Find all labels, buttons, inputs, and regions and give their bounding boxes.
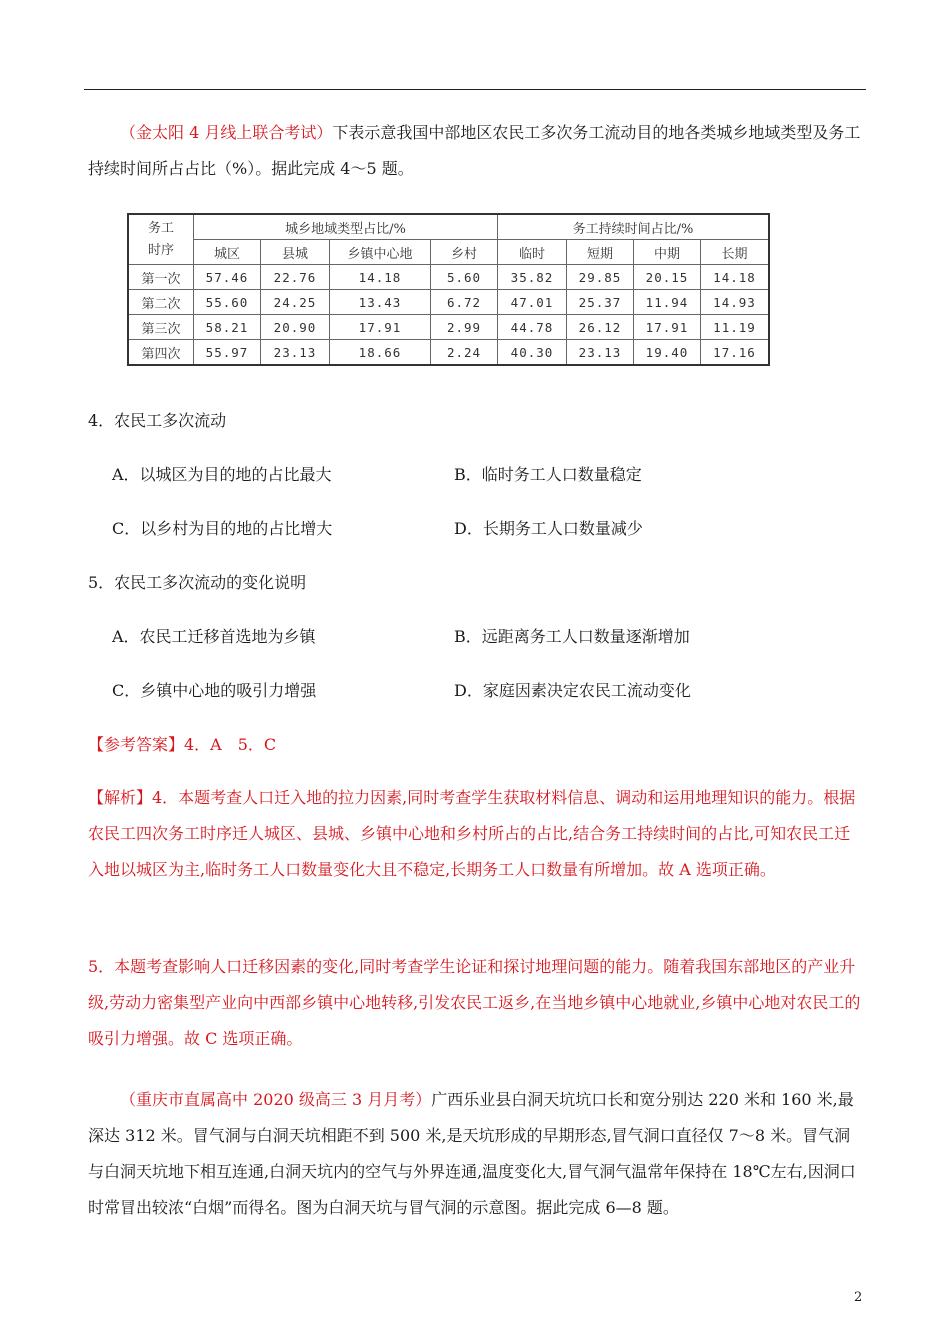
column-header: 县城 [261, 240, 330, 265]
table-cell: 24.25 [261, 290, 330, 315]
row-label: 第一次 [128, 265, 194, 290]
question-4-option-a: A．以城区为目的地的占比最大 [112, 465, 332, 484]
table-cell: 23.13 [567, 340, 634, 366]
intro-paragraph-2 [88, 1082, 863, 1226]
table-cell: 29.85 [567, 265, 634, 290]
table-cell: 40.30 [498, 340, 567, 366]
column-header: 中期 [634, 240, 701, 265]
question-4-option-c: C．以乡村为目的地的占比增大 [112, 519, 333, 538]
reference-answer: 【参考答案】4．A 5．C [88, 735, 277, 754]
column-header: 长期 [701, 240, 770, 265]
table-cell: 17.91 [330, 315, 431, 340]
table-header-row-1 [128, 214, 769, 240]
table-cell: 58.21 [194, 315, 261, 340]
table-cell: 47.01 [498, 290, 567, 315]
table-cell: 22.76 [261, 265, 330, 290]
table-cell: 18.66 [330, 340, 431, 366]
table-cell: 20.15 [634, 265, 701, 290]
table-cell: 11.19 [701, 315, 770, 340]
table-cell: 17.91 [634, 315, 701, 340]
column-header: 乡村 [431, 240, 498, 265]
analysis-question-4: 【解析】4．本题考查人口迁入地的拉力因素,同时考查学生获取材料信息、调动和运用地理知识的能力。根据农民工四次务工时序迁人城区、县城、乡镇中心地和乡村所占的占比,结合务工持续时间的占比,可知农民工迁入地以城区为主,临时务工人口数量变化大且不稳定,长期务工人口数量有所增加。故 A 选项正确。 [88, 788, 856, 879]
table-cell: 26.12 [567, 315, 634, 340]
source-tag-1: （金太阳 4 月线上联合考试） [120, 123, 333, 142]
migration-data-table [127, 213, 770, 366]
table-cell: 23.13 [261, 340, 330, 366]
question-5-option-c: C．乡镇中心地的吸引力增强 [112, 681, 317, 700]
table-cell: 17.16 [701, 340, 770, 366]
table-cell: 2.24 [431, 340, 498, 366]
table-cell: 19.40 [634, 340, 701, 366]
table-header-row-2 [128, 240, 769, 265]
table-cell: 55.97 [194, 340, 261, 366]
column-header: 城区 [194, 240, 261, 265]
source-tag-2: （重庆市直属高中 2020 级高三 3 月月考） [120, 1090, 432, 1109]
row-label: 第四次 [128, 340, 194, 366]
table-row [128, 315, 769, 340]
table-cell: 11.94 [634, 290, 701, 315]
table-cell: 14.18 [330, 265, 431, 290]
table-cell: 5.60 [431, 265, 498, 290]
table-cell: 14.18 [701, 265, 770, 290]
table-row [128, 340, 769, 366]
column-header: 乡镇中心地 [330, 240, 431, 265]
column-header: 临时 [498, 240, 567, 265]
question-5-option-a: A．农民工迁移首选地为乡镇 [112, 627, 316, 646]
corner-line-2: 时序 [147, 242, 174, 258]
question-4-option-b: B．临时务工人口数量稳定 [454, 465, 642, 484]
table-cell: 35.82 [498, 265, 567, 290]
row-label: 第二次 [128, 290, 194, 315]
table-cell: 6.72 [431, 290, 498, 315]
group-header-urban-rural: 城乡地域类型占比/% [194, 214, 498, 240]
table-cell: 57.46 [194, 265, 261, 290]
question-5-option-b: B．远距离务工人口数量逐渐增加 [454, 627, 690, 646]
question-4-stem: 4．农民工多次流动 [88, 411, 227, 430]
table-cell: 20.90 [261, 315, 330, 340]
intro-text-1: 下表示意我国中部地区农民工多次务工流动目的地各类城乡地域类型及务工持续时间所占占比（%）。据此完成 4～5 题。 [88, 123, 861, 178]
table-row [128, 290, 769, 315]
table-row [128, 265, 769, 290]
group-header-duration: 务工持续时间占比/% [498, 214, 770, 240]
table-cell: 55.60 [194, 290, 261, 315]
question-5-stem: 5．农民工多次流动的变化说明 [88, 573, 307, 592]
intro-text-2: 广西乐业县白洞天坑坑口长和宽分别达 220 米和 160 米,最深达 312 米。冒气洞与白洞天坑相距不到 500 米,是天坑形成的早期形态,冒气洞口直径仅 7～8 米。冒气洞与白洞天坑地下相互连通,白洞天坑内的空气与外界连通,温度变化大,冒气洞气温常年保持在 18℃左右,因洞口时常冒出较浓“白烟”而得名。图为白洞天坑与冒气洞的示意图。据此完成 6—8 题。 [88, 1090, 856, 1217]
table-cell: 44.78 [498, 315, 567, 340]
table-cell: 14.93 [701, 290, 770, 315]
column-header: 短期 [567, 240, 634, 265]
question-5-option-d: D．家庭因素决定农民工流动变化 [454, 681, 691, 700]
table-cell: 2.99 [431, 315, 498, 340]
analysis-question-5: 5．本题考查影响人口迁移因素的变化,同时考查学生论证和探讨地理问题的能力。随着我国东部地区的产业升级,劳动力密集型产业向中西部乡镇中心地转移,引发农民工返乡,在当地乡镇中心地就业,乡镇中心地对农民工的吸引力增强。故 C 选项正确。 [88, 957, 861, 1048]
row-label: 第三次 [128, 315, 194, 340]
table-cell: 13.43 [330, 290, 431, 315]
table-corner-cell [128, 214, 194, 265]
header-rule [84, 89, 866, 90]
table-cell: 25.37 [567, 290, 634, 315]
page-number: 2 [854, 1290, 863, 1305]
question-4-option-d: D．长期务工人口数量减少 [454, 519, 643, 538]
intro-paragraph-1 [88, 115, 863, 187]
corner-line-1: 务工 [147, 220, 174, 236]
